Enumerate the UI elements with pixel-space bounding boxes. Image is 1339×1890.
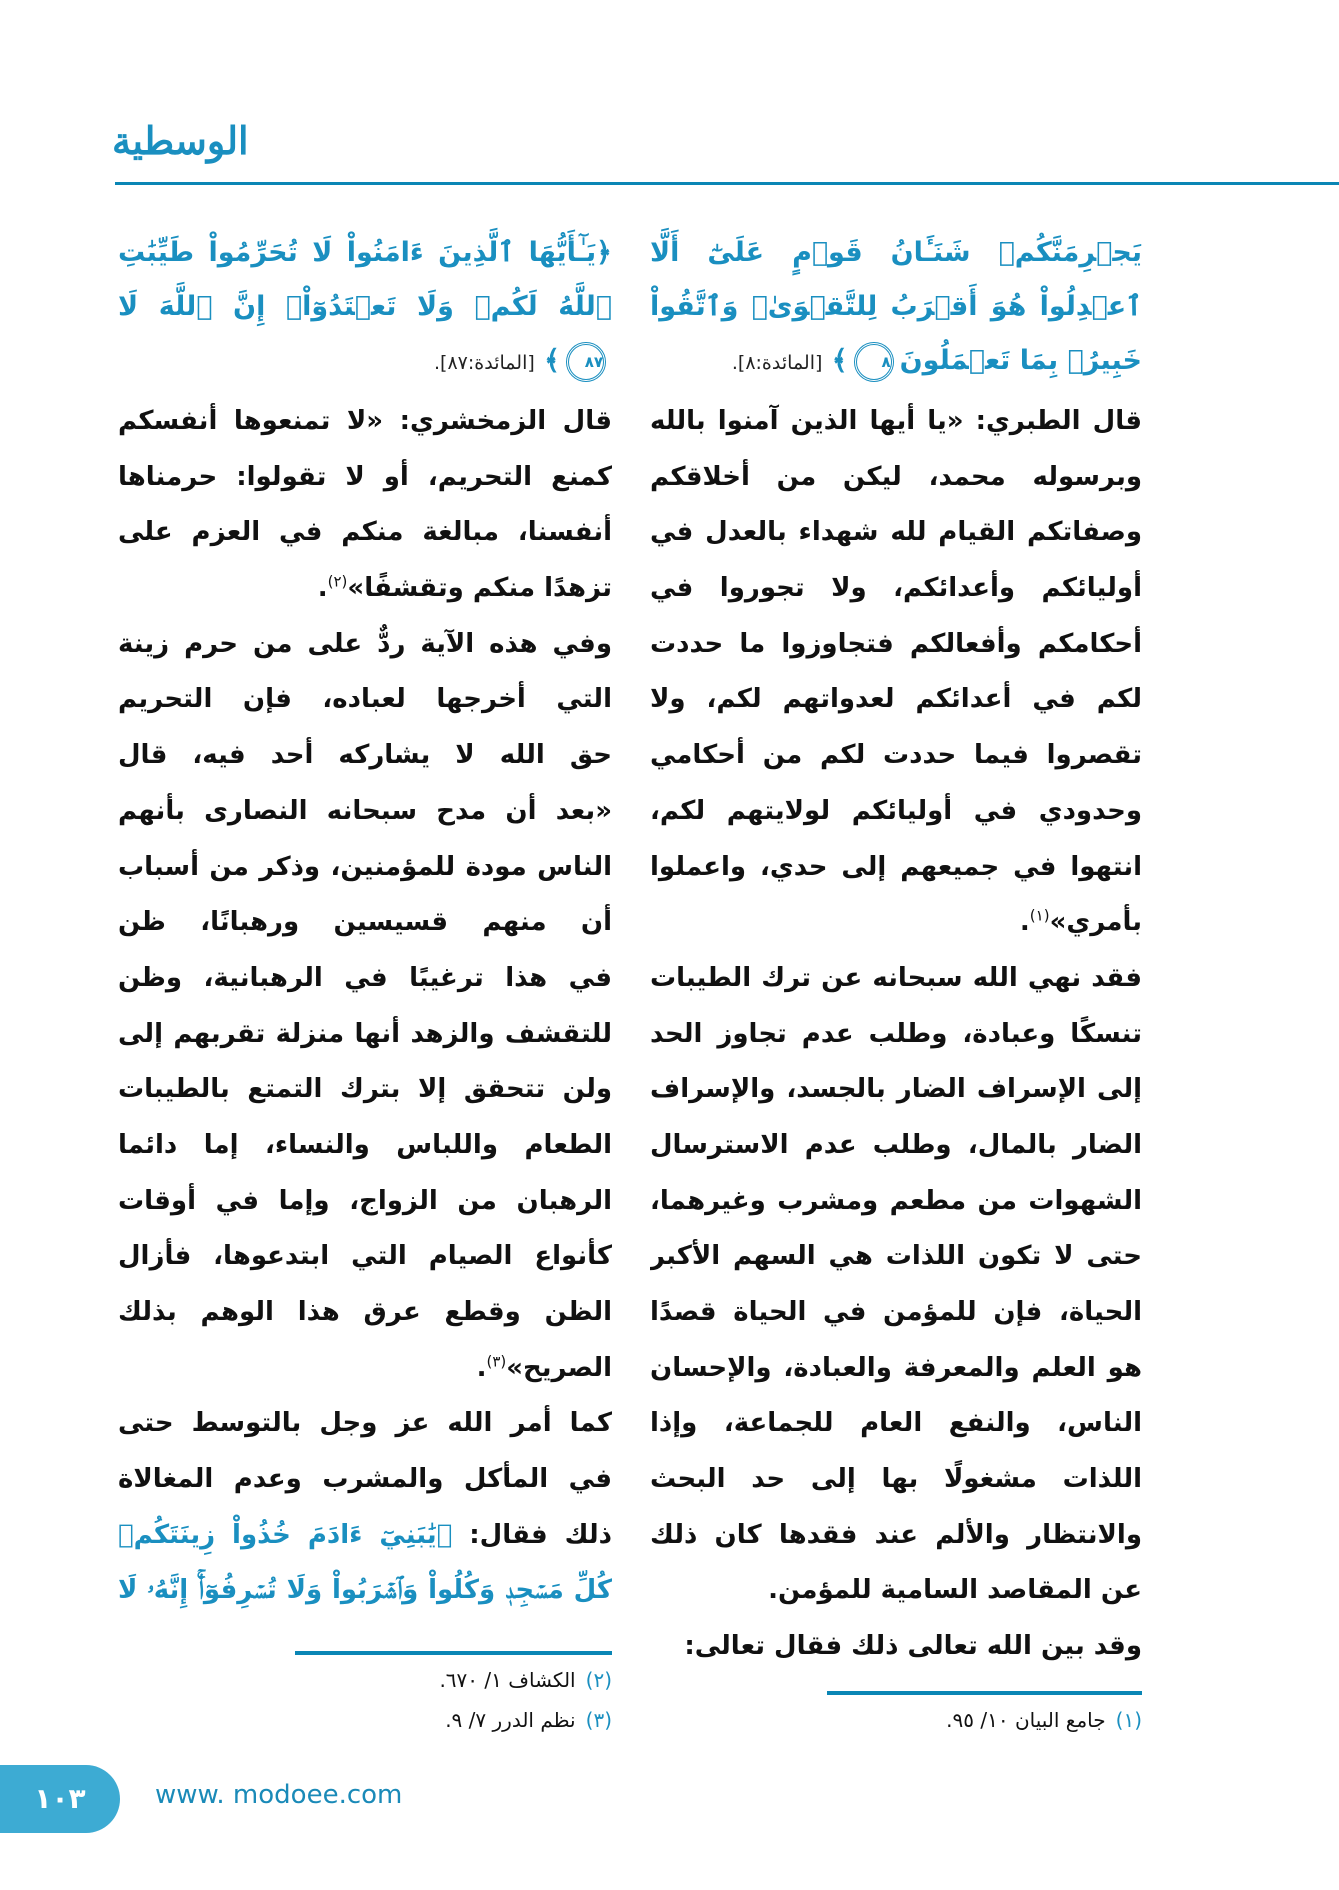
- text-line: [650, 728, 1142, 784]
- text-line: [118, 895, 612, 951]
- body-text-segment: «بعد أن مدح سبحانه النصارى بأنهم: [118, 795, 612, 826]
- text-line: [118, 1396, 612, 1452]
- body-text-segment: الصريح»: [506, 1352, 612, 1383]
- text-line: [650, 450, 1142, 506]
- text-line: [650, 951, 1142, 1007]
- footnote-number: (٢): [585, 1668, 612, 1692]
- body-text-segment: ولن تتحقق إلا بترك التمتع بالطيبات: [118, 1074, 612, 1105]
- body-text-segment: إلى الإسراف الضار بالجسد، والإسراف: [650, 1074, 1142, 1105]
- footnote-ref: (٢): [327, 572, 348, 591]
- text-line: [118, 1118, 612, 1174]
- text-line: [650, 394, 1142, 450]
- body-text-segment: أوليائكم وأعدائكم، ولا تجوروا في: [650, 573, 1142, 604]
- text-line: [118, 617, 612, 673]
- text-line: [118, 1452, 612, 1508]
- text-line: [650, 1508, 1142, 1564]
- footnote-rule: [295, 1651, 612, 1655]
- footnote-number: (٣): [585, 1708, 612, 1732]
- footnote: [445, 1708, 612, 1732]
- body-text-segment: في المأكل والمشرب وعدم المغالاة: [118, 1464, 612, 1495]
- body-text-segment: الناس، والنفع العام للجماعة، وإذا: [650, 1408, 1142, 1439]
- footnote-text: جامع البيان ١٠/ ٩٥.: [946, 1708, 1106, 1732]
- body-text-segment: قال الزمخشري: «لا تمنعوها أنفسكم: [118, 406, 612, 436]
- body-text-segment: والانتظار والألم عند فقدها كان ذلك: [650, 1519, 1142, 1550]
- text-line: [118, 1508, 612, 1564]
- quran-text: ﴿يَٰبَنِيٓ ءَادَمَ خُذُواْ زِينَتَكُمۡ: [118, 1519, 453, 1550]
- text-line: [118, 951, 612, 1007]
- body-text-segment: لكم في أعدائكم لعدواتهم لكم، ولا: [650, 684, 1142, 715]
- text-line: [650, 617, 1142, 673]
- text-line: [118, 226, 612, 280]
- text-line: [650, 1062, 1142, 1118]
- text-line: [118, 561, 612, 617]
- quran-text: ٱعۡدِلُواْ هُوَ أَقۡرَبُ لِلتَّقۡوَىٰۖ وَٱتَّقُواْ: [650, 291, 1142, 322]
- text-line: [650, 840, 1142, 896]
- text-line: [118, 1229, 612, 1285]
- body-text: [650, 394, 1142, 1675]
- quran-text: كُلِّ مَسۡجِدٖ وَكُلُواْ وَٱشۡرَبُواْ وَلَا تُسۡرِفُوٓاْۚ إِنَّهُۥ لَا: [118, 1575, 612, 1606]
- footnote-text: الكشاف ١/ ٦٧٠.: [439, 1668, 576, 1692]
- body-text-segment: الشهوات من مطعم ومشرب وغيرهما،: [650, 1185, 1142, 1216]
- body-text-segment: أحكامكم وأفعالكم فتجاوزوا ما حددت: [650, 628, 1142, 659]
- body-text-segment: انتهوا في جميعهم إلى حدي، واعملوا: [650, 851, 1142, 882]
- body-text-segment: اللذات مشغولًا بها إلى حد البحث: [650, 1464, 1142, 1495]
- text-line: [118, 280, 612, 334]
- page-number: ١٠٣: [0, 1765, 120, 1833]
- text-line: [650, 1396, 1142, 1452]
- body-text-segment: وفي هذه الآية ردٌّ على من حرم زينة: [118, 628, 612, 659]
- text-line: [650, 505, 1142, 561]
- footnote-text: نظم الدرر ٧/ ٩.: [445, 1708, 576, 1732]
- body-text-segment: عن المقاصد السامية للمؤمن.: [768, 1575, 1142, 1606]
- text-line: [650, 334, 1142, 388]
- text-line: [118, 728, 612, 784]
- footnote: [946, 1708, 1142, 1732]
- body-text-segment: بأمري»: [1049, 907, 1142, 938]
- text-line: [118, 394, 612, 450]
- text-line: [650, 672, 1142, 728]
- text-line: [650, 895, 1142, 951]
- body-text-segment: في هذا ترغيبًا في الرهبانية، وظن: [118, 962, 612, 993]
- running-header-title: الوسطية: [112, 118, 249, 163]
- body-text-segment: الظن وقطع عرق هذا الوهم بذلك: [118, 1297, 612, 1327]
- text-line: [650, 226, 1142, 280]
- header-rule: [115, 182, 1339, 185]
- text-line: [650, 1007, 1142, 1063]
- text-line: [118, 505, 612, 561]
- verse-citation: [المائدة:٨٧].: [434, 352, 535, 374]
- text-line: [118, 1563, 612, 1619]
- body-text-segment: حق الله لا يشاركه أحد فيه، قال: [118, 740, 612, 771]
- body-text-segment: حتى لا تكون اللذات هي السهم الأكبر: [650, 1241, 1142, 1272]
- body-text-segment: .: [476, 1352, 487, 1383]
- footnote-number: (١): [1115, 1708, 1142, 1732]
- body-text-segment: أن منهم قسيسين ورهبانًا، ظن: [118, 907, 612, 938]
- text-line: [650, 561, 1142, 617]
- text-line: [118, 672, 612, 728]
- body-text-segment: الناس مودة للمؤمنين، وذكر من أسباب: [118, 851, 612, 882]
- quran-text: ٱللَّهُ لَكُمۡ وَلَا تَعۡتَدُوٓاْۚ إِنَّ ٱللَّهَ لَا: [118, 291, 612, 322]
- website-link[interactable]: www. modoee.com: [155, 1780, 403, 1810]
- body-text-segment: وصفاتكم القيام لله شهداء بالعدل في: [650, 517, 1142, 548]
- text-line: [118, 784, 612, 840]
- footnote: [439, 1668, 612, 1692]
- body-text-segment: وبرسوله محمد، ليكن من أخلاقكم: [650, 461, 1142, 492]
- text-line: [118, 1174, 612, 1230]
- text-line: [118, 1062, 612, 1118]
- text-line: [650, 1563, 1142, 1619]
- text-line: [650, 280, 1142, 334]
- body-text-segment: تزهدًا منكم وتقشفًا»: [347, 573, 612, 604]
- body-text-segment: التي أخرجها لعباده، فإن التحريم: [118, 684, 612, 715]
- body-text-segment: الحياة، فإن للمؤمن في الحياة قصدًا: [650, 1297, 1142, 1327]
- body-text-segment: وحدودي في أوليائكم لولايتهم لكم،: [650, 795, 1142, 826]
- body-text-segment: تنسكًا وعبادة، وطلب عدم تجاوز الحد: [650, 1018, 1142, 1049]
- body-text-segment: .: [317, 573, 328, 604]
- body-text-segment: كمنع التحريم، أو لا تقولوا: حرمناها: [118, 461, 612, 492]
- quran-text: خَبِيرُۢ بِمَا تَعۡمَلُونَ: [899, 345, 1142, 376]
- text-line: [118, 1341, 612, 1397]
- quran-text: ﴾: [534, 345, 560, 376]
- quran-verse-block: [650, 226, 1142, 388]
- text-line: [118, 840, 612, 896]
- footnote-ref: (١): [1029, 906, 1050, 925]
- text-line: [650, 1229, 1142, 1285]
- text-line: [650, 1118, 1142, 1174]
- body-text-segment: الضار بالمال، وطلب عدم الاسترسال: [650, 1129, 1142, 1160]
- quran-text: ﴾: [822, 345, 848, 376]
- text-line: [650, 1174, 1142, 1230]
- text-line: [650, 1285, 1142, 1341]
- body-text-segment: الطعام واللباس والنساء، إما دائما: [118, 1129, 612, 1160]
- body-text-segment: .: [1019, 907, 1030, 938]
- text-line: [650, 784, 1142, 840]
- text-line: [650, 1341, 1142, 1397]
- body-text-segment: أنفسنا، مبالغة منكم في العزم على: [118, 517, 612, 548]
- body-text-segment: ذلك فقال:: [452, 1519, 612, 1550]
- body-text-segment: تقصروا فيما حددت لكم من أحكامي: [650, 740, 1142, 771]
- ayah-number-marker: ٨: [854, 342, 894, 382]
- quran-verse-block: [118, 226, 612, 388]
- body-text-segment: للتقشف والزهد أنها منزلة تقربهم إلى: [118, 1018, 612, 1049]
- text-line: [650, 1619, 1142, 1675]
- text-line: [650, 1452, 1142, 1508]
- body-text-segment: فقد نهي الله سبحانه عن ترك الطيبات: [650, 962, 1142, 993]
- quran-text: ﴿يَـٰٓأَيُّهَا ٱلَّذِينَ ءَامَنُواْ لَا تُحَرِّمُواْ طَيِّبَٰتِ: [118, 237, 612, 268]
- body-text-segment: كما أمر الله عز وجل بالتوسط حتى: [118, 1408, 612, 1439]
- quran-text: يَجۡرِمَنَّكُمۡ شَنَـَٔانُ قَوۡمٍ عَلَىٰٓ أَلَّا: [650, 237, 1142, 268]
- text-line: [118, 450, 612, 506]
- footnote-ref: (٣): [486, 1352, 507, 1371]
- body-text: [118, 394, 612, 1619]
- verse-citation: [المائدة:٨].: [731, 352, 823, 374]
- text-line: [118, 334, 612, 388]
- footnote-rule: [827, 1691, 1142, 1695]
- text-line: [118, 1007, 612, 1063]
- body-text-segment: هو العلم والمعرفة والعبادة، والإحسان: [650, 1352, 1142, 1383]
- text-line: [118, 1285, 612, 1341]
- ayah-number-marker: ٨٧: [566, 342, 606, 382]
- body-text-segment: كأنواع الصيام التي ابتدعوها، فأزال: [118, 1241, 612, 1272]
- body-text-segment: الرهبان من الزواج، وإما في أوقات: [118, 1185, 612, 1216]
- body-text-segment: وقد بين الله تعالى ذلك فقال تعالى:: [684, 1631, 1142, 1662]
- body-text-segment: قال الطبري: «يا أيها الذين آمنوا بالله: [650, 406, 1142, 436]
